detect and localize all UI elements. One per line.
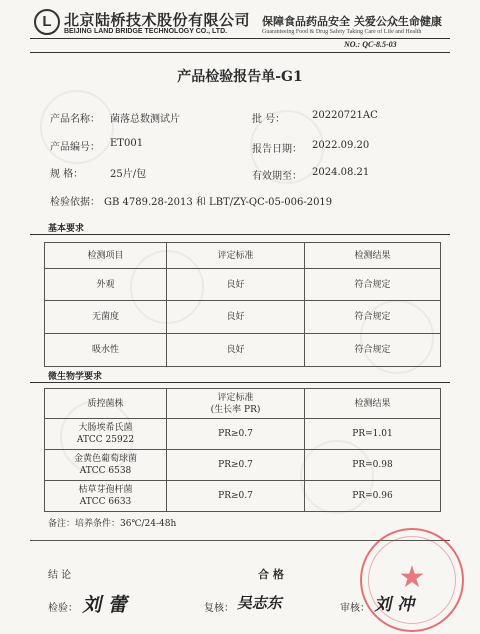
slogan-cn: 保障食品药品安全 关爱公众生命健康 xyxy=(262,15,442,28)
table-cell: 外观 xyxy=(45,269,167,301)
column-header xyxy=(167,389,305,419)
table-header-row xyxy=(45,389,441,419)
table-cell xyxy=(45,450,167,481)
report-date-value: 2022.09.20 xyxy=(312,140,370,151)
conclusion-label: 结 论 xyxy=(48,570,72,581)
reviewer-label: 复核： xyxy=(204,603,234,614)
micro-requirements-table xyxy=(44,388,441,512)
spec-label: 规 格： xyxy=(50,169,84,180)
strain-name: 金黄色葡萄球菌 xyxy=(73,454,137,464)
header-rule xyxy=(30,38,450,39)
column-header: 质控菌株 xyxy=(45,389,167,419)
product-name-label: 产品名称： xyxy=(50,114,100,125)
page-title: 产品检验报告单-G1 xyxy=(177,69,303,85)
basic-section-title: 基本要求 xyxy=(48,224,85,234)
expiry-label: 有效期至： xyxy=(252,171,302,182)
table-cell: PR=0.98 xyxy=(305,450,441,481)
basis-label: 检验依据： xyxy=(50,197,100,208)
strain-name: 大肠埃希氏菌 xyxy=(78,423,133,433)
batch-value: 20220721AC xyxy=(312,110,378,121)
reviewer-signature: 吴志东 xyxy=(235,594,285,612)
inspector-signature: 刘 蕾 xyxy=(81,594,131,616)
approver-signature: 刘 冲 xyxy=(373,595,418,615)
strain-atcc: ATCC 6538 xyxy=(79,466,132,476)
table-cell: 符合规定 xyxy=(305,301,441,334)
table-row xyxy=(45,450,441,481)
document-number: NO.: QC-8.5-03 xyxy=(344,40,397,49)
table-cell: PR≥0.7 xyxy=(167,419,305,450)
company-name-cn: 北京陆桥技术股份有限公司 xyxy=(64,11,251,29)
section-rule xyxy=(30,382,450,383)
product-code-label: 产品编号： xyxy=(50,142,100,153)
micro-section-title: 微生物学要求 xyxy=(48,372,103,382)
company-name-en: BEIJING LAND BRIDGE TECHNOLOGY CO., LTD. xyxy=(64,28,228,35)
table-row xyxy=(45,334,441,367)
company-seal-stamp xyxy=(360,528,464,632)
table-row xyxy=(45,481,441,512)
table-cell: PR≥0.7 xyxy=(167,481,305,512)
section-rule xyxy=(30,234,450,235)
expiry-value: 2024.08.21 xyxy=(312,167,370,178)
report-date-label: 报告日期： xyxy=(252,144,302,155)
table-cell: PR=0.96 xyxy=(305,481,441,512)
table-cell: PR≥0.7 xyxy=(167,450,305,481)
table-cell: 良好 xyxy=(167,301,305,334)
column-header-line: (生长率 PR) xyxy=(210,404,261,415)
table-row xyxy=(45,269,441,301)
header-rule xyxy=(30,52,450,53)
column-header: 评定标准 xyxy=(167,243,305,269)
spec-value: 25片/包 xyxy=(110,169,147,180)
strain-name: 枯草芽孢杆菌 xyxy=(78,485,133,495)
basis-value: GB 4789.28-2013 和 LBT/ZY-QC-05-006-2019 xyxy=(104,197,333,208)
table-cell: PR=1.01 xyxy=(305,419,441,450)
table-cell: 无菌度 xyxy=(45,301,167,334)
column-header: 检测项目 xyxy=(45,243,167,269)
table-row xyxy=(45,419,441,450)
batch-label: 批 号： xyxy=(252,114,286,125)
table-cell xyxy=(45,419,167,450)
conclusion-value: 合 格 xyxy=(258,568,284,581)
table-cell xyxy=(45,481,167,512)
basic-requirements-table xyxy=(44,242,441,367)
seal-star-icon: ★ xyxy=(398,560,426,595)
product-code-value: ET001 xyxy=(110,138,144,149)
strain-atcc: ATCC 25922 xyxy=(76,435,135,445)
table-header-row xyxy=(45,243,441,269)
slogan-en: Guaranteeing Food & Drug Safety Taking Care of Life and Health xyxy=(262,29,422,35)
inspector-label: 检验： xyxy=(48,603,78,614)
column-header-line: 评定标准 xyxy=(217,392,254,403)
table-row xyxy=(45,301,441,334)
column-header: 检测结果 xyxy=(305,243,441,269)
table-cell: 吸水性 xyxy=(45,334,167,367)
column-header: 检测结果 xyxy=(305,389,441,419)
product-name-value: 菌落总数测试片 xyxy=(110,114,180,125)
table-cell: 良好 xyxy=(167,269,305,301)
table-cell: 符合规定 xyxy=(305,269,441,301)
table-cell: 符合规定 xyxy=(305,334,441,367)
approver-label: 审核： xyxy=(340,603,370,614)
company-logo-icon: L xyxy=(34,9,60,35)
table-cell: 良好 xyxy=(167,334,305,367)
strain-atcc: ATCC 6633 xyxy=(79,497,132,507)
culture-note: 备注：培养条件：36℃/24-48h xyxy=(48,519,177,529)
